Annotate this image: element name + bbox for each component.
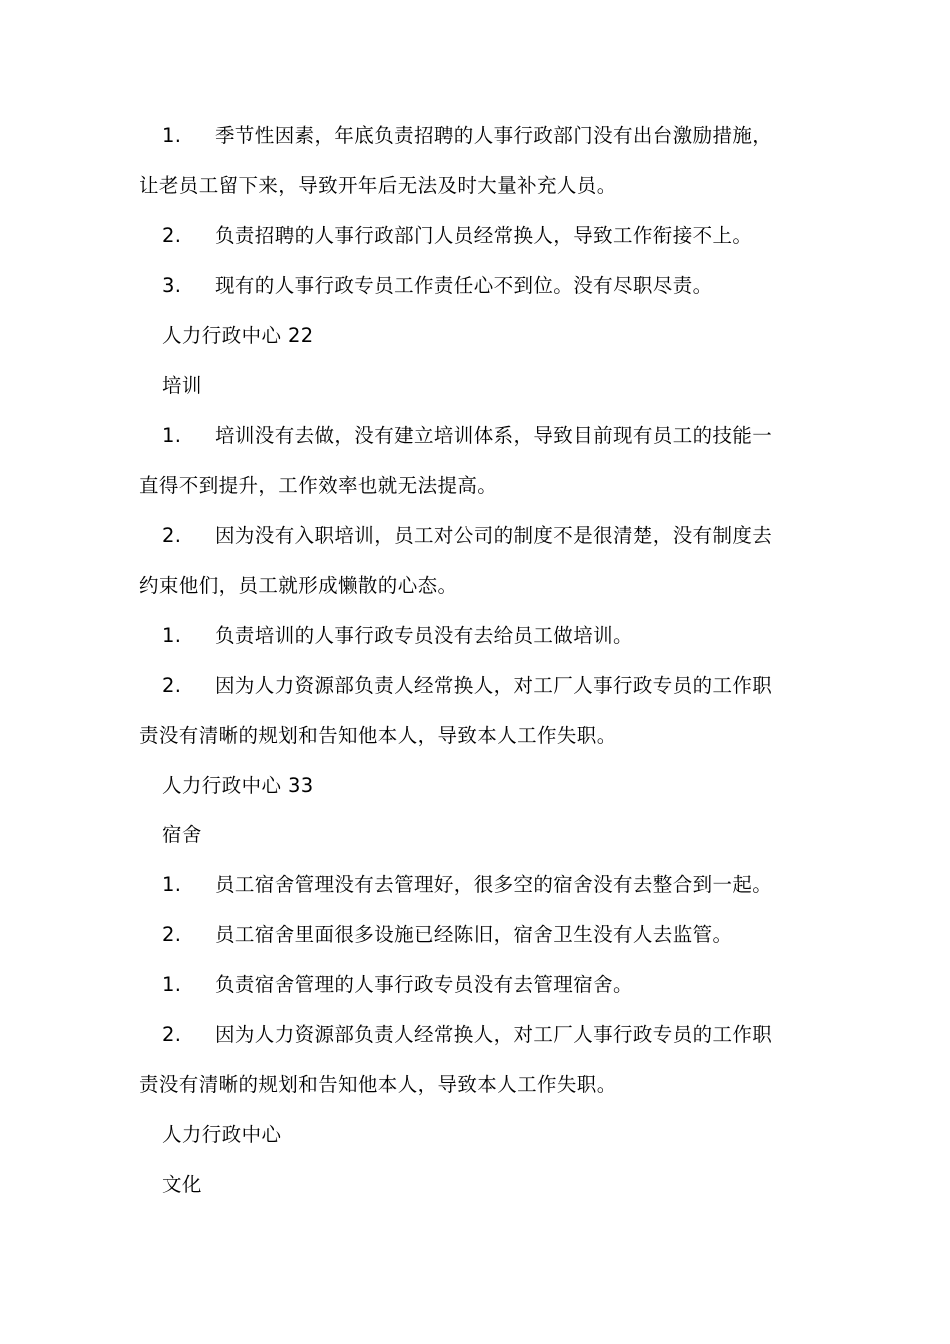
list-item-text: 培训没有去做，没有建立培训体系，导致目前现有员工的技能一 [215,424,773,447]
list-item-number: 2. [162,923,182,946]
list-item-text-continued: 责没有清晰的规划和告知他本人，导致本人工作失职。 [139,724,617,747]
section-heading: 人力行政中心 33 [162,774,314,797]
list-item-number: 3. [162,274,182,297]
list-item-number: 1. [162,124,182,147]
list-item-text: 现有的人事行政专员工作责任心不到位。没有尽职尽责。 [215,274,713,297]
list-item-text: 季节性因素，年底负责招聘的人事行政部门没有出台激励措施， [215,124,773,147]
list-item-text: 负责宿舍管理的人事行政专员没有去管理宿舍。 [215,973,633,996]
list-item-text: 负责招聘的人事行政部门人员经常换人，导致工作衔接不上。 [215,224,753,247]
section-title: 培训 [162,374,202,397]
list-item-text-continued: 责没有清晰的规划和告知他本人，导致本人工作失职。 [139,1073,617,1096]
list-item-number: 2. [162,224,182,247]
list-item-text: 因为人力资源部负责人经常换人，对工厂人事行政专员的工作职 [215,674,773,697]
list-item-number: 2. [162,524,182,547]
list-item-number: 1. [162,624,182,647]
list-item-text: 因为人力资源部负责人经常换人，对工厂人事行政专员的工作职 [215,1023,773,1046]
list-item-number: 1. [162,973,182,996]
list-item-text: 员工宿舍里面很多设施已经陈旧，宿舍卫生没有人去监管。 [215,923,733,946]
list-item-number: 2. [162,674,182,697]
section-heading: 人力行政中心 [162,1123,282,1146]
list-item-text-continued: 让老员工留下来，导致开年后无法及时大量补充人员。 [139,174,617,197]
list-item-text-continued: 直得不到提升，工作效率也就无法提高。 [139,474,498,497]
list-item-number: 1. [162,873,182,896]
section-heading: 人力行政中心 22 [162,324,314,347]
list-item-text: 因为没有入职培训，员工对公司的制度不是很清楚，没有制度去 [215,524,773,547]
list-item-text-continued: 约束他们，员工就形成懒散的心态。 [139,574,458,597]
list-item-text: 员工宿舍管理没有去管理好，很多空的宿舍没有去整合到一起。 [215,873,773,896]
list-item-number: 1. [162,424,182,447]
section-title: 文化 [162,1173,202,1196]
list-item-text: 负责培训的人事行政专员没有去给员工做培训。 [215,624,633,647]
section-title: 宿舍 [162,823,202,846]
list-item-number: 2. [162,1023,182,1046]
